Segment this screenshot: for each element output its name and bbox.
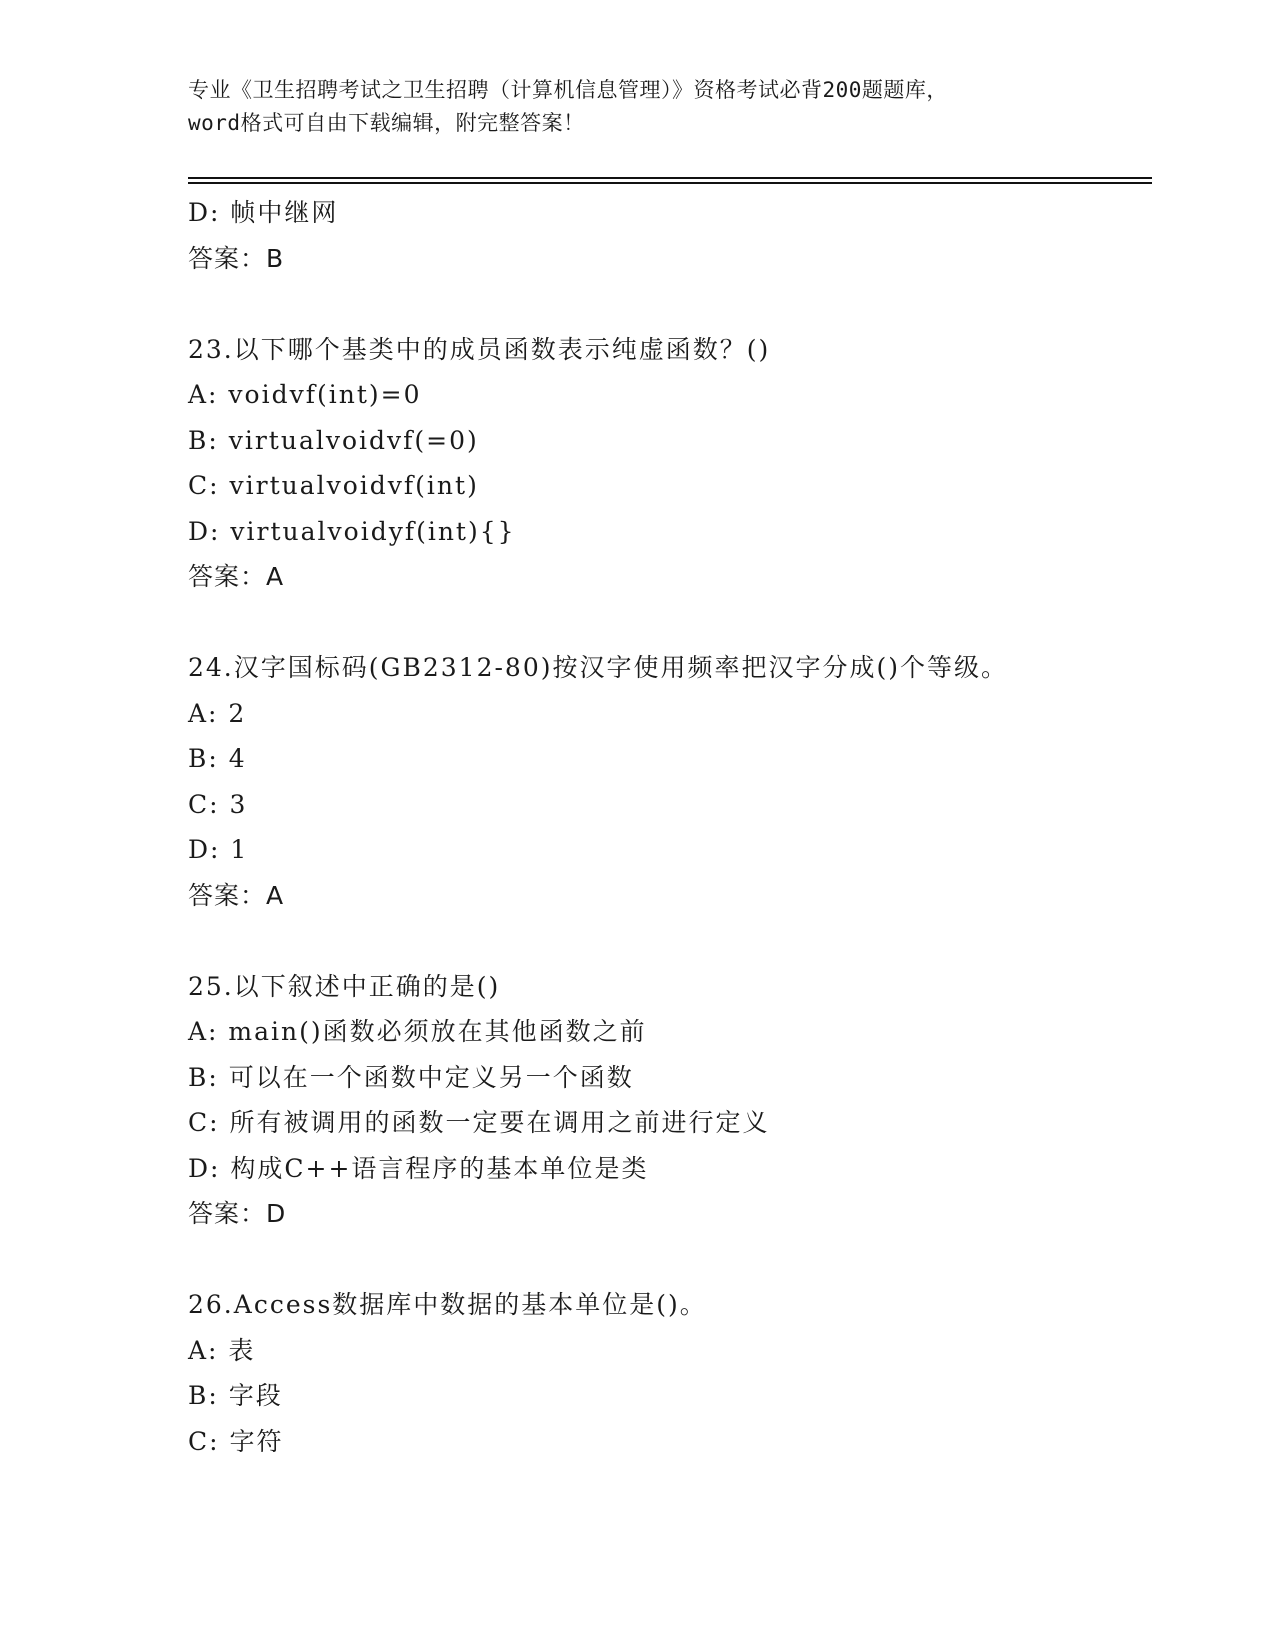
question-block-25	[188, 964, 1152, 1237]
option-c: C: virtualvoidvf(int)	[188, 471, 479, 500]
option-b: B: 4	[188, 744, 247, 773]
option-d: D: 1	[188, 835, 249, 864]
option-a: A: voidvf(int)=0	[188, 380, 422, 409]
option-d: D: virtualvoidyf(int){}	[188, 516, 516, 546]
answer-line: 答案：B	[188, 243, 285, 273]
answer-line: 答案：A	[188, 562, 285, 591]
spacer	[188, 918, 1152, 964]
question-text: 24.汉字国标码(GB2312-80)按汉字使用频率把汉字分成()个等级。	[188, 653, 1008, 682]
question-text: 25.以下叙述中正确的是()	[188, 971, 501, 1001]
option-c: C: 3	[188, 789, 248, 819]
document-header	[188, 74, 1088, 140]
answer-line: 答案：A	[188, 880, 285, 910]
option-d: D: 帧中继网	[188, 198, 339, 227]
option-b: B: 字段	[188, 1381, 283, 1410]
option-c: C: 所有被调用的函数一定要在调用之前进行定义	[188, 1108, 770, 1137]
answer-line: 答案：D	[188, 1199, 287, 1228]
question-block-23	[188, 327, 1152, 600]
header-line-2: word格式可自由下载编辑，附完整答案！	[188, 111, 585, 135]
header-line-1: 专业《卫生招聘考试之卫生招聘（计算机信息管理）》资格考试必背200题题库，	[188, 78, 948, 102]
option-d: D: 构成C++语言程序的基本单位是类	[188, 1153, 649, 1183]
spacer	[188, 600, 1152, 646]
question-text: 26.Access数据库中数据的基本单位是()。	[188, 1290, 707, 1319]
header-divider-top	[188, 177, 1152, 179]
question-block-26	[188, 1282, 1152, 1464]
question-text: 23.以下哪个基类中的成员函数表示纯虚函数？()	[188, 334, 771, 364]
header-divider-bottom	[188, 182, 1152, 184]
option-a: A: 表	[188, 1335, 256, 1365]
question-list	[188, 190, 1152, 1464]
option-a: A: main()函数必须放在其他函数之前	[188, 1017, 647, 1046]
question-block-24	[188, 645, 1152, 918]
option-c: C: 字符	[188, 1426, 284, 1456]
question-block-prev	[188, 190, 1152, 281]
option-a: A: 2	[188, 698, 247, 728]
option-b: B: virtualvoidvf(=0)	[188, 425, 479, 455]
spacer	[188, 1237, 1152, 1283]
spacer	[188, 281, 1152, 327]
option-b: B: 可以在一个函数中定义另一个函数	[188, 1062, 634, 1092]
